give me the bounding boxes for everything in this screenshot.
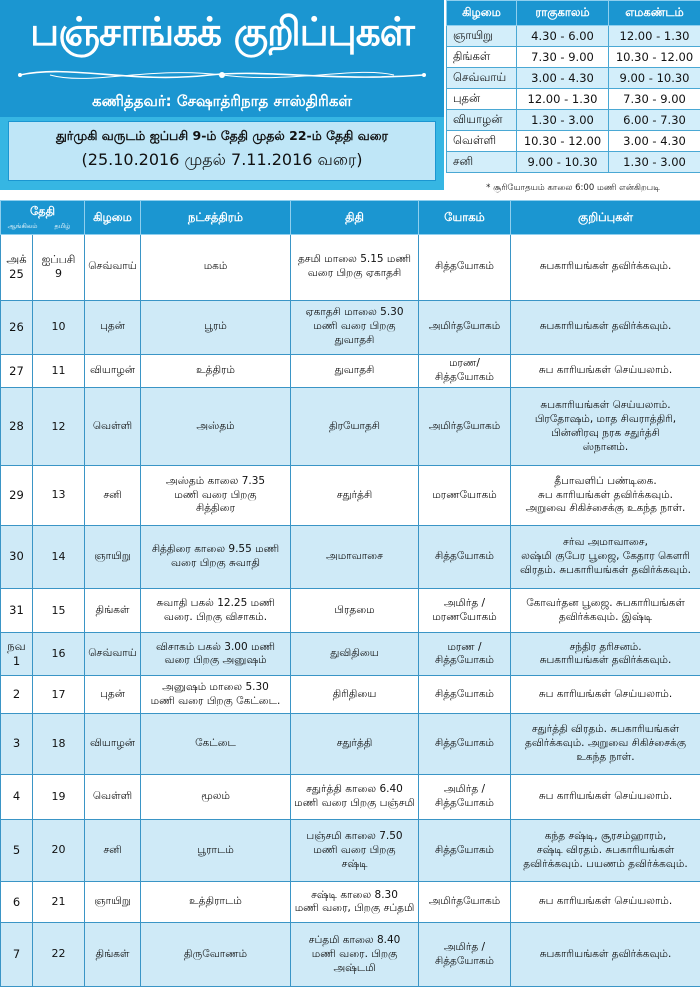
- cell-yogam: அமிர்தயோகம்: [419, 300, 511, 354]
- rahu-cell-emagandam: 3.00 - 4.30: [609, 131, 700, 152]
- cell-thithi: சதுர்த்தி: [291, 714, 419, 774]
- cell-date-tamil: 17: [33, 676, 85, 714]
- cell-day: வெள்ளி: [85, 774, 141, 819]
- sunrise-note: * சூரியோதயம் காலை 6:00 மணி என்கிறபடி: [486, 183, 660, 193]
- cell-yogam: சித்தயோகம்: [419, 676, 511, 714]
- table-row: [1, 525, 700, 589]
- cell-day: செவ்வாய்: [85, 235, 141, 301]
- rahu-row: [447, 26, 700, 47]
- cell-star: கேட்டை: [141, 714, 291, 774]
- rahu-header-emagandam: எமகண்டம்: [609, 1, 700, 26]
- rahu-cell-rahukalam: 7.30 - 9.00: [517, 47, 609, 68]
- cell-day: ஞாயிறு: [85, 882, 141, 923]
- rahu-cell-emagandam: 9.00 - 10.30: [609, 68, 700, 89]
- cell-star: சுவாதி பகல் 12.25 மணி வரை. பிறகு விசாகம்.: [141, 589, 291, 633]
- cell-date-english: நவ 1: [1, 633, 33, 676]
- period-line-2: (25.10.2016 முதல் 7.11.2016 வரை): [81, 150, 363, 169]
- cell-yogam: அமிர்த / சித்தயோகம்: [419, 923, 511, 987]
- rahu-cell-rahukalam: 3.00 - 4.30: [517, 68, 609, 89]
- rahu-header-day: கிழமை: [447, 1, 517, 26]
- cell-date-tamil: 13: [33, 466, 85, 525]
- cell-date-tamil: 10: [33, 300, 85, 354]
- rahu-cell-rahukalam: 9.00 - 10.30: [517, 152, 609, 173]
- cell-thithi: துவிதியை: [291, 633, 419, 676]
- cell-date-tamil: 20: [33, 819, 85, 882]
- rahu-row: [447, 131, 700, 152]
- table-row: [1, 714, 700, 774]
- cell-thithi: தசமி மாலை 5.15 மணி வரை பிறகு ஏகாதசி: [291, 235, 419, 301]
- cell-notes: சுபகாரியங்கள் தவிர்க்கவும்.: [511, 923, 700, 987]
- cell-date-tamil: 12: [33, 388, 85, 466]
- cell-star: அனுஷம் மாலை 5.30 மணி வரை பிறகு கேட்டை.: [141, 676, 291, 714]
- header-date: [1, 201, 85, 235]
- cell-date-english: 29: [1, 466, 33, 525]
- cell-date-english: 6: [1, 882, 33, 923]
- cell-star: அஸ்தம்: [141, 388, 291, 466]
- cell-day: வியாழன்: [85, 354, 141, 388]
- cell-star: விசாகம் பகல் 3.00 மணி வரை பிறகு அனுஷம்: [141, 633, 291, 676]
- cell-date-english: 27: [1, 354, 33, 388]
- cell-notes: சுபகாரியங்கள் செய்யலாம். பிரதோஷம், மாத சிவராத்திரி, பின்னிரவு நரக சதுர்த்சி ஸ்நானம்.: [511, 388, 700, 466]
- cell-star: அஸ்தம் காலை 7.35 மணி வரை பிறகு சித்திரை: [141, 466, 291, 525]
- rahu-cell-day: திங்கள்: [447, 47, 517, 68]
- rahu-row: [447, 152, 700, 173]
- main-table-body: [1, 235, 700, 987]
- table-row: [1, 589, 700, 633]
- rahu-header-rahukalam: ராகுகாலம்: [517, 1, 609, 26]
- cell-thithi: திரிதியை: [291, 676, 419, 714]
- header-date-sub: [1, 222, 84, 231]
- rahu-row: [447, 47, 700, 68]
- table-row: [1, 882, 700, 923]
- cell-date-english: 26: [1, 300, 33, 354]
- cell-date-english: 3: [1, 714, 33, 774]
- cell-day: ஞாயிறு: [85, 525, 141, 589]
- cell-day: வியாழன்: [85, 714, 141, 774]
- cell-star: உத்திரம்: [141, 354, 291, 388]
- cell-date-english: 5: [1, 819, 33, 882]
- cell-yogam: மரண/சித்தயோகம்: [419, 354, 511, 388]
- cell-date-tamil: 15: [33, 589, 85, 633]
- rahu-cell-day: சனி: [447, 152, 517, 173]
- cell-date-tamil: 22: [33, 923, 85, 987]
- cell-thithi: சப்தமி காலை 8.40 மணி வரை. பிறகு அஷ்டமி: [291, 923, 419, 987]
- cell-yogam: அமிர்த / சித்தயோகம்: [419, 774, 511, 819]
- rahu-cell-emagandam: 6.00 - 7.30: [609, 110, 700, 131]
- cell-thithi: ஏகாதசி மாலை 5.30 மணி வரை பிறகு துவாதசி: [291, 300, 419, 354]
- rahu-cell-day: வியாழன்: [447, 110, 517, 131]
- cell-day: வெள்ளி: [85, 388, 141, 466]
- cell-thithi: சதுர்த்சி: [291, 466, 419, 525]
- cell-thithi: சதுர்த்தி காலை 6.40 மணி வரை பிறகு பஞ்சமி: [291, 774, 419, 819]
- header-date-label: தேதி: [29, 204, 56, 218]
- cell-date-tamil: 19: [33, 774, 85, 819]
- rahu-cell-rahukalam: 10.30 - 12.00: [517, 131, 609, 152]
- cell-notes: சுபகாரியங்கள் தவிர்க்கவும்.: [511, 235, 700, 301]
- period-box: [8, 121, 436, 181]
- rahu-row: [447, 68, 700, 89]
- header-date-english: ஆங்கிலம்: [7, 222, 38, 230]
- rahu-kalam-panel: [446, 0, 700, 198]
- cell-date-english: 4: [1, 774, 33, 819]
- table-row: [1, 235, 700, 301]
- cell-day: செவ்வாய்: [85, 633, 141, 676]
- cell-date-english: 7: [1, 923, 33, 987]
- cell-date-tamil: 21: [33, 882, 85, 923]
- rahu-cell-day: செவ்வாய்: [447, 68, 517, 89]
- cell-star: பூரம்: [141, 300, 291, 354]
- header-date-tamil: தமிழ்: [54, 222, 71, 230]
- cell-notes: சுப காரியங்கள் செய்யலாம்.: [511, 354, 700, 388]
- table-row: [1, 466, 700, 525]
- cell-date-tamil: ஐப்பசி 9: [33, 235, 85, 301]
- cell-notes: சந்திர தரிசனம். சுபகாரியங்கள் தவிர்க்கவும்.: [511, 633, 700, 676]
- table-row: [1, 633, 700, 676]
- cell-notes: சுப காரியங்கள் செய்யலாம்.: [511, 676, 700, 714]
- cell-notes: சுப காரியங்கள் செய்யலாம்.: [511, 882, 700, 923]
- period-line-1: துர்முகி வருடம் ஐப்பசி 9-ம் தேதி முதல் 22-ம் தேதி வரை: [55, 128, 389, 143]
- cell-notes: சர்வ அமாவாசை, லஷ்மி குபேர பூஜை, கேதார கௌரி விரதம். சுபகாரியங்கள் தவிர்க்கவும்.: [511, 525, 700, 589]
- rahu-cell-emagandam: 12.00 - 1.30: [609, 26, 700, 47]
- table-row: [1, 774, 700, 819]
- cell-date-tamil: 11: [33, 354, 85, 388]
- table-row: [1, 819, 700, 882]
- rahu-cell-rahukalam: 4.30 - 6.00: [517, 26, 609, 47]
- header-star: நட்சத்திரம்: [141, 201, 291, 235]
- header-panel: [0, 0, 444, 190]
- cell-date-english: அக் 25: [1, 235, 33, 301]
- header-notes: குறிப்புகள்: [511, 201, 700, 235]
- cell-yogam: அமிர்தயோகம்: [419, 388, 511, 466]
- cell-day: திங்கள்: [85, 923, 141, 987]
- table-row: [1, 354, 700, 388]
- cell-date-english: 28: [1, 388, 33, 466]
- ornament-divider-icon: [10, 62, 434, 88]
- header-day: கிழமை: [85, 201, 141, 235]
- rahu-row: [447, 110, 700, 131]
- cell-yogam: சித்தயோகம்: [419, 819, 511, 882]
- cell-yogam: சித்தயோகம்: [419, 525, 511, 589]
- cell-star: உத்திராடம்: [141, 882, 291, 923]
- cell-date-english: 2: [1, 676, 33, 714]
- cell-day: திங்கள்: [85, 589, 141, 633]
- rahu-cell-emagandam: 10.30 - 12.00: [609, 47, 700, 68]
- cell-star: பூராடம்: [141, 819, 291, 882]
- cell-star: மகம்: [141, 235, 291, 301]
- cell-star: திருவோணம்: [141, 923, 291, 987]
- cell-date-tamil: 18: [33, 714, 85, 774]
- cell-yogam: சித்தயோகம்: [419, 235, 511, 301]
- panchangam-table: [0, 200, 700, 987]
- cell-thithi: பஞ்சமி காலை 7.50 மணி வரை பிறகு சஷ்டி: [291, 819, 419, 882]
- cell-thithi: பிரதமை: [291, 589, 419, 633]
- rahu-cell-day: புதன்: [447, 89, 517, 110]
- cell-date-tamil: 16: [33, 633, 85, 676]
- cell-yogam: அமிர்தயோகம்: [419, 882, 511, 923]
- header-thithi: திதி: [291, 201, 419, 235]
- cell-yogam: மரணயோகம்: [419, 466, 511, 525]
- cell-date-english: 31: [1, 589, 33, 633]
- main-header-row: [1, 201, 700, 235]
- header-yogam: யோகம்: [419, 201, 511, 235]
- cell-thithi: சஷ்டி காலை 8.30 மணி வரை, பிறகு சப்தமி: [291, 882, 419, 923]
- cell-notes: சுபகாரியங்கள் தவிர்க்கவும்.: [511, 300, 700, 354]
- cell-date-tamil: 14: [33, 525, 85, 589]
- cell-thithi: அமாவாசை: [291, 525, 419, 589]
- cell-notes: தீபாவளிப் பண்டிகை. சுப காரியங்கள் தவிர்க்கவும். அறுவை சிகிச்சைக்கு உகந்த நாள்.: [511, 466, 700, 525]
- rahu-cell-day: வெள்ளி: [447, 131, 517, 152]
- author-line: கணித்தவர்: சேஷாத்ரிநாத சாஸ்திரிகள்: [92, 92, 352, 110]
- cell-yogam: மரண / சித்தயோகம்: [419, 633, 511, 676]
- cell-notes: சதுர்த்தி விரதம். சுபகாரியங்கள் தவிர்க்கவும். அறுவை சிகிச்சைக்கு உகந்த நாள்.: [511, 714, 700, 774]
- cell-day: புதன்: [85, 300, 141, 354]
- cell-thithi: துவாதசி: [291, 354, 419, 388]
- table-row: [1, 923, 700, 987]
- table-row: [1, 676, 700, 714]
- rahu-header-row: [447, 1, 700, 26]
- cell-yogam: அமிர்த / மரணயோகம்: [419, 589, 511, 633]
- rahu-cell-rahukalam: 1.30 - 3.00: [517, 110, 609, 131]
- cell-notes: கந்த சஷ்டி, சூரசம்ஹாரம், சஷ்டி விரதம். சுபகாரியங்கள் தவிர்க்கவும். பயணம் தவிர்க்கவும்.: [511, 819, 700, 882]
- title-box: [0, 0, 444, 117]
- rahu-cell-emagandam: 7.30 - 9.00: [609, 89, 700, 110]
- cell-day: சனி: [85, 466, 141, 525]
- table-row: [1, 388, 700, 466]
- rahu-kalam-table: [446, 0, 700, 173]
- page-title: பஞ்சாங்கக் குறிப்புகள்: [30, 10, 414, 55]
- rahu-cell-day: ஞாயிறு: [447, 26, 517, 47]
- cell-day: சனி: [85, 819, 141, 882]
- table-row: [1, 300, 700, 354]
- cell-star: மூலம்: [141, 774, 291, 819]
- cell-thithi: திரயோதசி: [291, 388, 419, 466]
- cell-day: புதன்: [85, 676, 141, 714]
- cell-date-english: 30: [1, 525, 33, 589]
- rahu-row: [447, 89, 700, 110]
- cell-notes: கோவர்தன பூஜை. சுபகாரியங்கள் தவிர்க்கவும். இஷ்டி: [511, 589, 700, 633]
- cell-star: சித்திரை காலை 9.55 மணி வரை பிறகு சுவாதி: [141, 525, 291, 589]
- cell-notes: சுப காரியங்கள் செய்யலாம்.: [511, 774, 700, 819]
- rahu-cell-emagandam: 1.30 - 3.00: [609, 152, 700, 173]
- cell-yogam: சித்தயோகம்: [419, 714, 511, 774]
- rahu-cell-rahukalam: 12.00 - 1.30: [517, 89, 609, 110]
